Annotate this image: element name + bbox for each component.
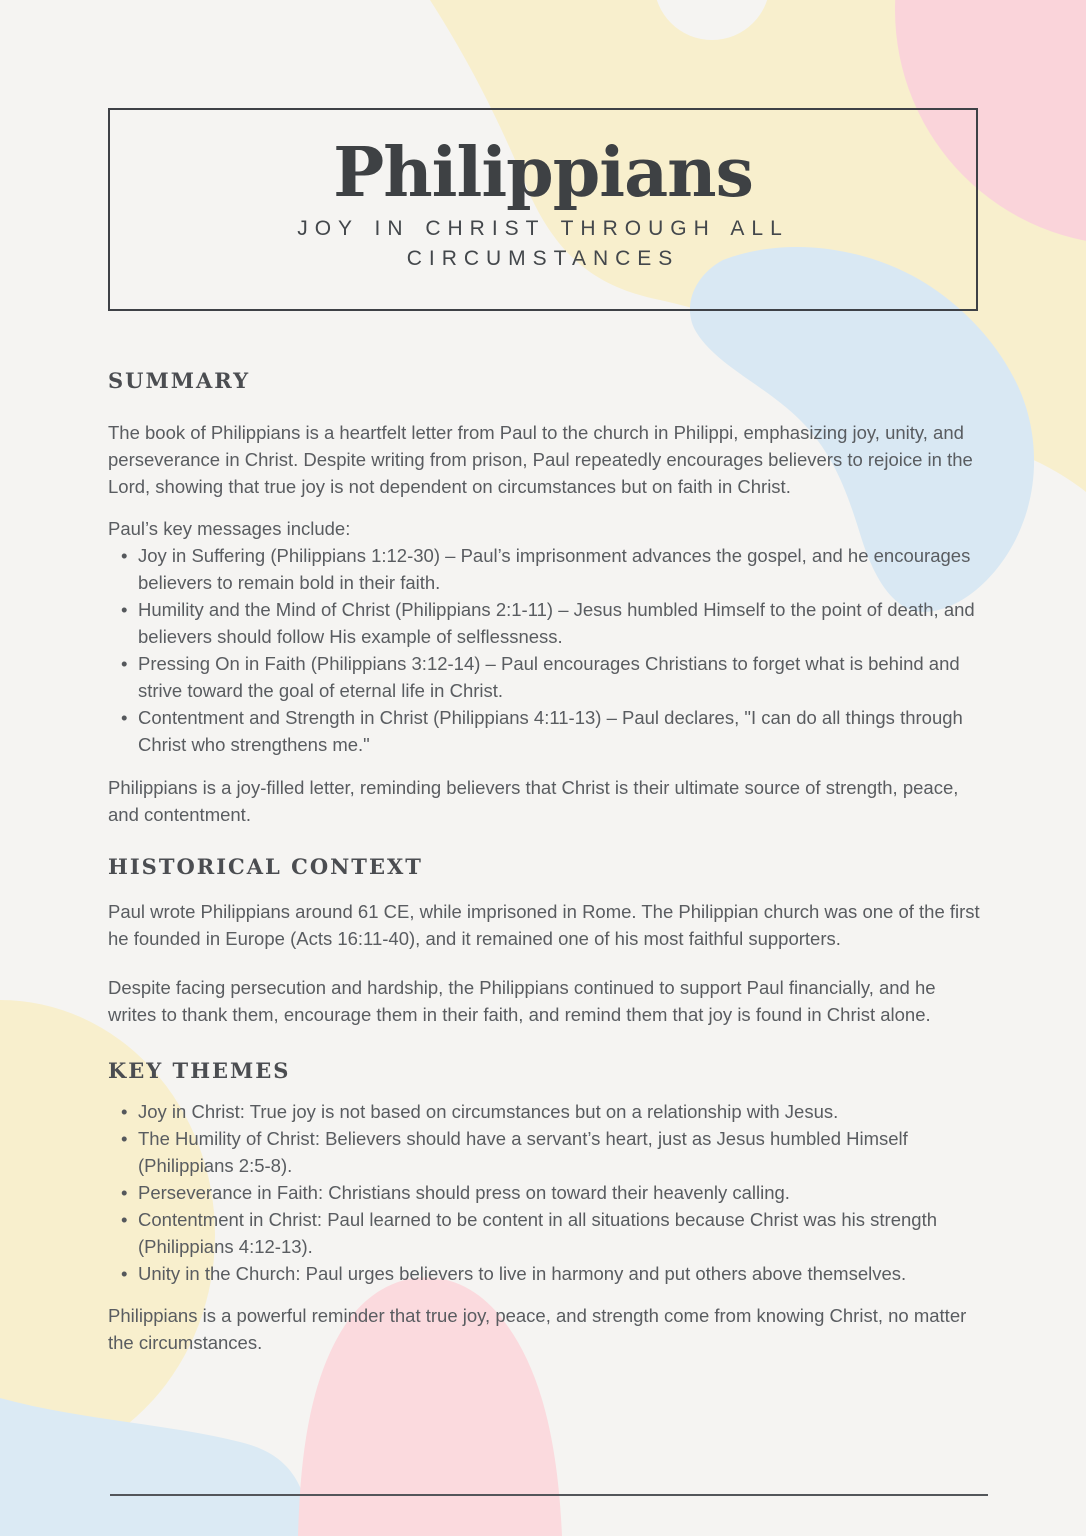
list-item: • Perseverance in Faith: Christians should press on toward their heavenly calling. [138, 1179, 988, 1206]
list-item: • Humility and the Mind of Christ (Philippians 2:1-11) – Jesus humbled Himself to the point of death, and believers should follow His example of selflessness. [138, 596, 988, 650]
list-item: • Contentment and Strength in Christ (Philippians 4:11-13) – Paul declares, "I can do all things through Christ who strengthens me." [138, 704, 988, 758]
list-item: • The Humility of Christ: Believers should have a servant’s heart, just as Jesus humbled Himself (Philippians 2:5-8). [138, 1125, 988, 1179]
summary-list-intro: Paul’s key messages include: [108, 518, 351, 539]
summary-bullet-list [108, 542, 988, 758]
list-item: • Unity in the Church: Paul urges believers to live in harmony and put others above themselves. [138, 1260, 988, 1287]
title-box [108, 108, 978, 311]
section-historical-context [108, 854, 988, 1028]
section-key-themes [108, 1058, 988, 1356]
list-item: • Joy in Christ: True joy is not based on circumstances but on a relationship with Jesus. [138, 1098, 988, 1125]
historical-paragraph-1: Paul wrote Philippians around 61 CE, while imprisoned in Rome. The Philippian church was one of the first he founded in Europe (Acts 16:11-40), and it remained one of his most faithful supporters. [108, 901, 980, 949]
key-themes-bullet-list [108, 1098, 988, 1287]
key-themes-heading: KEY THEMES [108, 1058, 291, 1083]
summary-closing-paragraph: Philippians is a joy-filled letter, reminding believers that Christ is their ultimate source of strength, peace, and contentment. [108, 777, 959, 825]
page-content [108, 108, 988, 1356]
list-item: • Contentment in Christ: Paul learned to be content in all situations because Christ was his strength (Philippians 4:12-13). [138, 1206, 988, 1260]
summary-heading: SUMMARY [108, 368, 251, 393]
page-subtitle-line-2: CIRCUMSTANCES [406, 247, 680, 270]
bottom-divider-line [110, 1494, 988, 1496]
list-item: • Joy in Suffering (Philippians 1:12-30) – Paul’s imprisonment advances the gospel, and he encourages believers to remain bold in their faith. [138, 542, 988, 596]
historical-context-heading: HISTORICAL CONTEXT [108, 854, 423, 879]
page-subtitle-line-1: JOY IN CHRIST THROUGH ALL [297, 217, 789, 240]
section-summary [108, 368, 988, 828]
key-themes-closing-paragraph: Philippians is a powerful reminder that true joy, peace, and strength come from knowing Christ, no matter the circumstances. [108, 1305, 967, 1353]
page-title: Philippians [333, 133, 753, 213]
list-item: • Pressing On in Faith (Philippians 3:12-14) – Paul encourages Christians to forget what is behind and strive toward the goal of eternal life in Christ. [138, 650, 988, 704]
blob-blue-bottom-left-icon [0, 1398, 312, 1536]
historical-paragraph-2: Despite facing persecution and hardship, the Philippians continued to support Paul financially, and he writes to thank them, encourage them in their faith, and remind them that joy is found in Christ alone. [108, 977, 936, 1025]
summary-intro-paragraph: The book of Philippians is a heartfelt letter from Paul to the church in Philippi, emphasizing joy, unity, and perseverance in Christ. Despite writing from prison, Paul repeatedly encourages believers to rejoice in the Lord, showing that true joy is not dependent on circumstances but on faith in Christ. [108, 422, 973, 497]
